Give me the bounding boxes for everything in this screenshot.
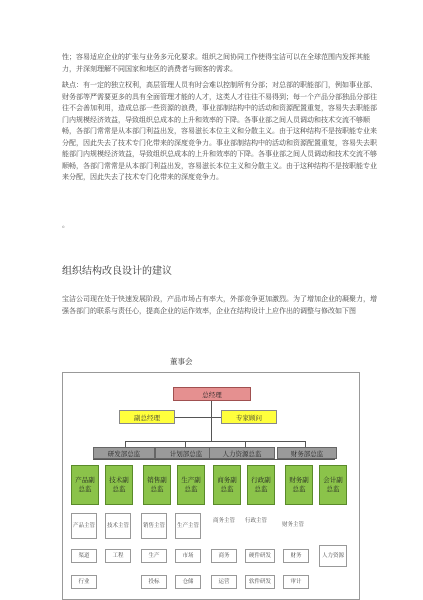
unit-label: 渠道 <box>78 553 90 559</box>
department-label: 计划部总监 <box>169 449 203 458</box>
general-manager-label: 总经理 <box>202 390 222 399</box>
unit-label: 市场 <box>182 553 194 559</box>
section-title: 组织结构改良设计的建议 <box>62 266 172 277</box>
unit-label: 技术主管 <box>107 523 130 529</box>
connector-line <box>125 441 305 442</box>
unit-box <box>175 549 201 563</box>
unit-label: 产品主管 <box>73 523 96 529</box>
unit-text: 行政主管 <box>244 518 267 524</box>
unit-box <box>283 575 309 589</box>
unit-box <box>175 513 201 539</box>
unit-box <box>141 513 167 539</box>
unit-box <box>211 549 237 563</box>
director-box <box>213 465 241 505</box>
unit-box <box>141 575 167 589</box>
unit-box <box>71 575 97 589</box>
connector-line <box>211 417 212 441</box>
director-label: 商务副总监 <box>217 476 237 493</box>
unit-label: 人力资源 <box>321 553 344 559</box>
unit-box <box>319 545 347 567</box>
director-box <box>319 465 347 505</box>
expert-advisor-box <box>221 410 277 424</box>
director-label: 技术副总监 <box>109 476 129 493</box>
director-box <box>177 465 205 505</box>
unit-box <box>141 549 167 563</box>
director-box <box>71 465 99 505</box>
department-box <box>155 447 217 459</box>
unit-label: 财务 <box>290 553 302 559</box>
general-manager-box <box>173 387 251 401</box>
director-label: 销售副总监 <box>147 476 167 493</box>
unit-label: 生产 <box>148 553 160 559</box>
expert-advisor-label: 专家顾问 <box>236 413 262 422</box>
unit-label: 软件研发 <box>248 579 271 585</box>
director-box <box>285 465 313 505</box>
unit-box <box>71 549 97 563</box>
paragraph-dot: 。 <box>62 221 69 229</box>
director-box <box>247 465 275 505</box>
director-label: 产品副总监 <box>75 476 95 493</box>
unit-box <box>71 513 97 539</box>
department-box <box>209 447 275 459</box>
department-box <box>277 447 337 459</box>
director-box <box>143 465 171 505</box>
unit-box <box>105 549 131 563</box>
deputy-gm-box <box>119 410 175 424</box>
unit-box <box>175 575 201 589</box>
unit-label: 行业 <box>78 579 90 585</box>
connector-line <box>211 401 212 417</box>
director-label: 财务副总监 <box>289 476 309 493</box>
director-label: 生产副总监 <box>181 476 201 493</box>
director-label: 会计副总监 <box>323 476 343 493</box>
unit-box <box>211 575 237 589</box>
board-label: 董事会 <box>170 357 193 366</box>
paragraph-advantages: 性；容易适应企业的扩张与业务多元化要求。组织之间协同工作使得宝洁可以在全球范围内发挥其能力，并深刻理解不同国家和地区的消费者与顾客的需求。 <box>62 53 370 73</box>
connector-line <box>93 459 335 460</box>
department-label: 人力资源总监 <box>222 449 262 458</box>
intro-paragraph: 宝洁公司现在处于快速发展阶段，产品市场占有率大，外部竞争更加激烈。为了增加企业的凝聚力，增强各部门的联系与责任心，提高企业的运作效率，企业在结构设计上应作出的调整与修改如下图 <box>62 295 377 315</box>
director-box <box>105 465 133 505</box>
unit-box <box>245 549 275 563</box>
unit-text: 商务主管 <box>212 518 235 524</box>
unit-label: 仓储 <box>182 579 194 585</box>
unit-label: 运营 <box>218 579 230 585</box>
unit-label: 投标 <box>148 579 160 585</box>
paragraph-disadvantages: 缺点：有一定的独立权利，高层管理人员有时会难以控制所有分部；对总部的职能部门，例如事业部、财务部等严需要更多的具有全面管理才能的人才，这类人才往往不易得到；每一个产品分部独品分部往往不会善加利用，造成总部一些资源的浪费，事业部制结构中的活动和资源配置重复，容易失去职能部门内规模经济效益，导致组织总成本的上升和效率的下降。各事业部之间人员调动和技术交流不够顺畅，各部门常常是从本部门利益出发，容易滋长本位主义和分散主义。由于这种结构不是按职能专业来分配，因此失去了技术专门化带来的深度竞争力。事业部制结构中的活动和资源配置重复，容易失去职能部门内规模经济效益，导致组织总成本的上升和效率的下降。各事业部之间人员调动和技术交流不够顺畅，各部门常常是从本部门利益出发，容易滋长本位主义和分散主义。由于这种结构不是按职能专业来分配，因此失去了技术专门化带来的深度竞争力。 <box>62 81 377 181</box>
unit-text: 财务主管 <box>281 522 304 528</box>
unit-box <box>105 513 131 539</box>
org-chart <box>62 372 360 600</box>
department-label: 研发部总监 <box>107 449 141 458</box>
unit-label: 硬件研发 <box>248 553 271 559</box>
unit-label: 审计 <box>290 579 302 585</box>
unit-label: 工程 <box>112 553 124 559</box>
department-label: 财务部总监 <box>290 449 324 458</box>
unit-label: 生产主管 <box>177 523 200 529</box>
director-label: 行政副总监 <box>251 476 271 493</box>
unit-label: 销售主管 <box>143 523 166 529</box>
deputy-gm-label: 副总经理 <box>134 413 160 422</box>
unit-label: 商务 <box>218 553 230 559</box>
unit-box <box>245 575 275 589</box>
unit-box <box>283 549 309 563</box>
department-box <box>93 447 155 459</box>
